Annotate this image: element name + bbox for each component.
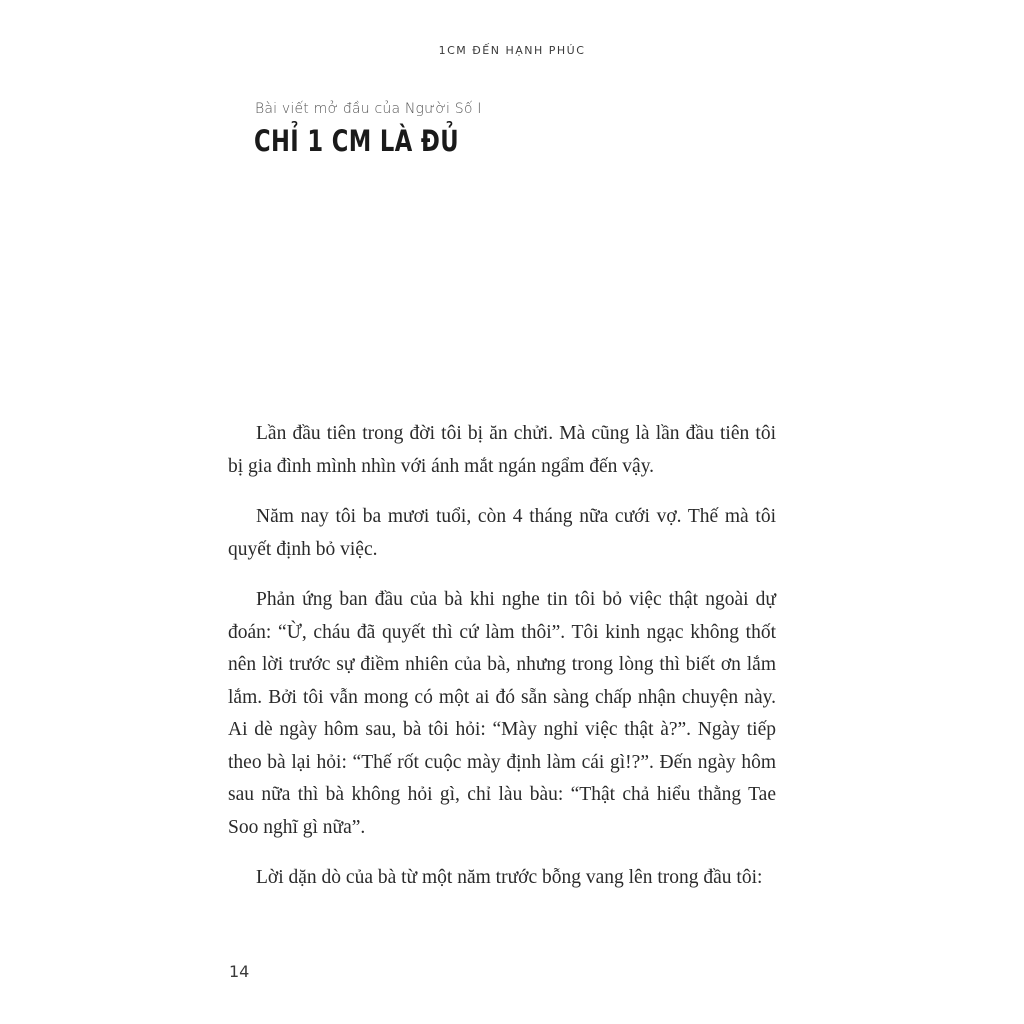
- paragraph: Lần đầu tiên trong đời tôi bị ăn chửi. Mà cũng là lần đầu tiên tôi bị gia đình mình nhìn với ánh mắt ngán ngẩm đến vậy.: [228, 423, 776, 477]
- chapter-title: CHỈ 1 CM LÀ ĐỦ: [254, 124, 460, 158]
- chapter-label: Bài viết mở đầu của Người Số I: [255, 101, 482, 117]
- body-text: [228, 418, 776, 913]
- paragraph: Năm nay tôi ba mươi tuổi, còn 4 tháng nữa cưới vợ. Thế mà tôi quyết định bỏ việc.: [228, 506, 776, 560]
- page-number: 14: [229, 962, 250, 981]
- paragraph: Phản ứng ban đầu của bà khi nghe tin tôi bỏ việc thật ngoài dự đoán: “Ừ, cháu đã quyết thì cứ làm thôi”. Tôi kinh ngạc không thốt nên lời trước sự điềm nhiên của bà, nhưng trong lòng thì biết ơn lắm lắm. Bởi tôi vẫn mong có một ai đó sẵn sàng chấp nhận chuyện này. Ai dè ngày hôm sau, bà tôi hỏi: “Mày nghỉ việc thật à?”. Ngày tiếp theo bà lại hỏi: “Thế rốt cuộc mày định làm cái gì!?”. Đến ngày hôm sau nữa thì bà không hỏi gì, chỉ làu bàu: “Thật chả hiểu thằng Tae Soo nghĩ gì nữa”.: [228, 589, 776, 838]
- paragraph: Lời dặn dò của bà từ một năm trước bỗng vang lên trong đầu tôi:: [256, 867, 763, 888]
- running-header: 1CM ĐẾN HẠNH PHÚC: [438, 44, 586, 57]
